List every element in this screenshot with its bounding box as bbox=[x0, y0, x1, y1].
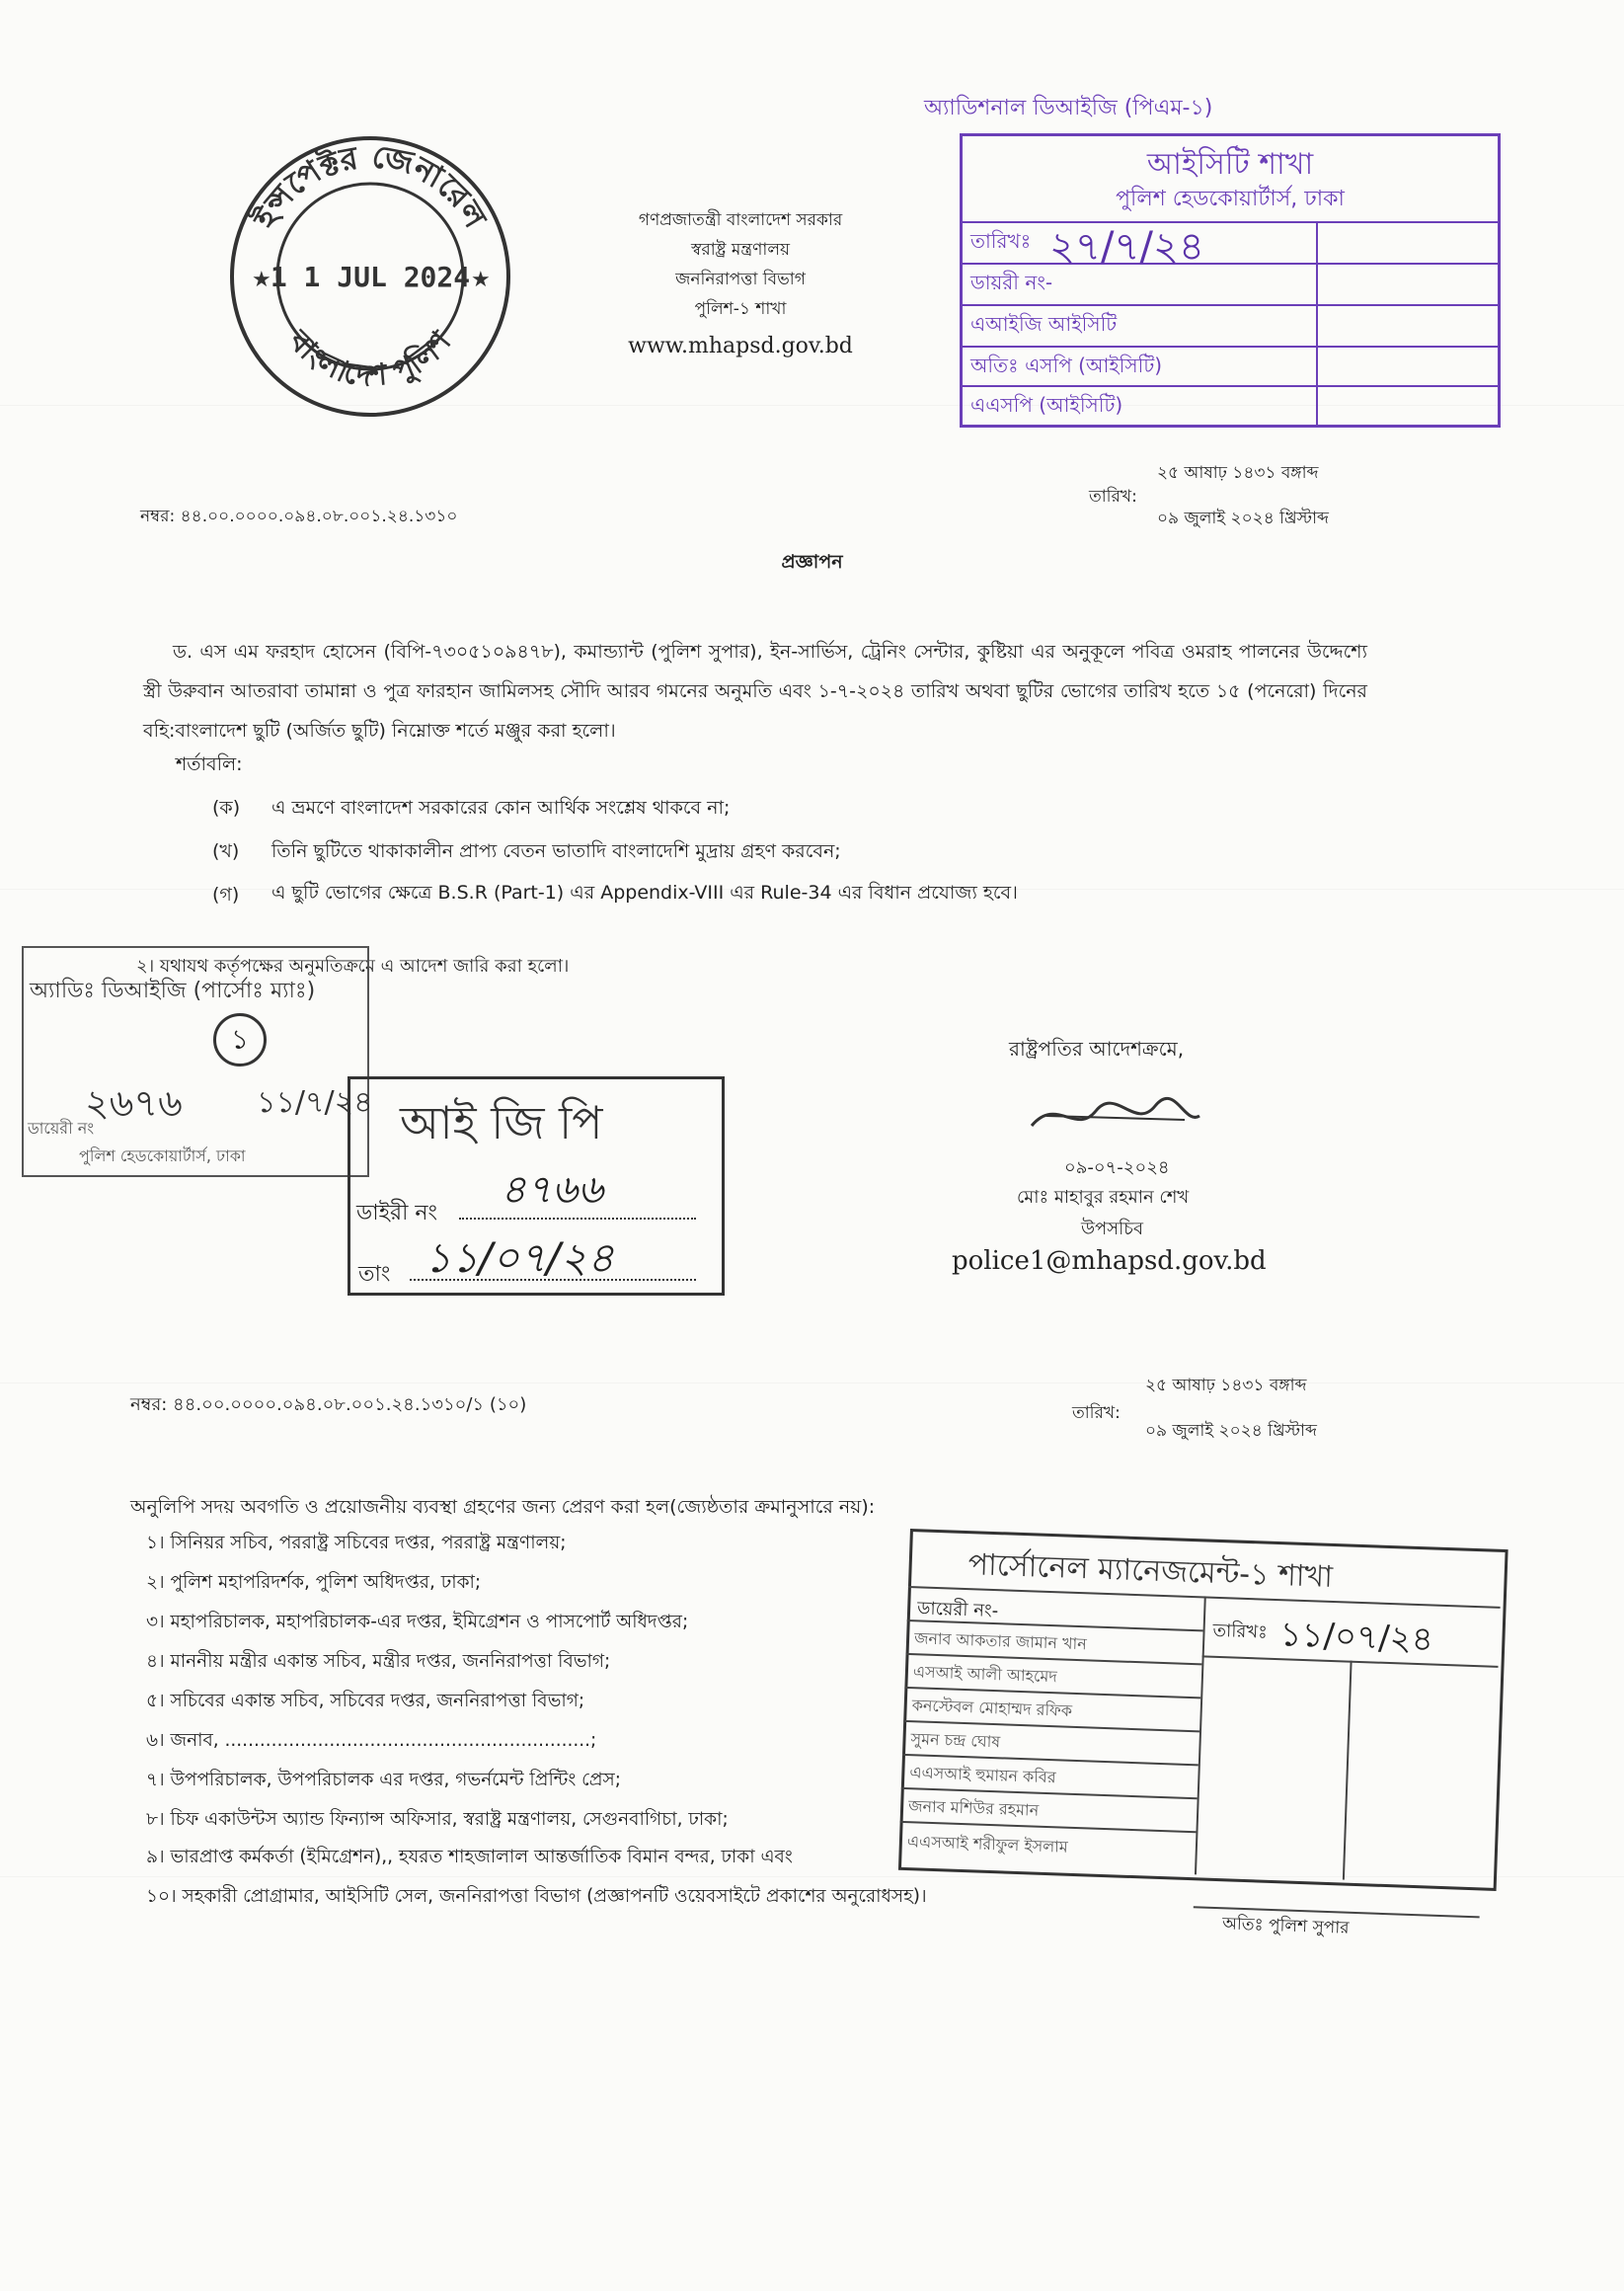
document-title: প্রজ্ঞাপন bbox=[781, 551, 843, 573]
ict-stamp-row-asp: এএসপি (আইসিটি) bbox=[970, 393, 1123, 417]
ict-stamp-title: আইসিটি শাখা bbox=[1146, 147, 1314, 182]
pm-stamp-row-3: কনস্টেবল মোহাম্মদ রফিক bbox=[911, 1696, 1073, 1720]
header-ministry: স্বরাষ্ট্র মন্ত্রণালয় bbox=[691, 240, 790, 260]
by-order-of-president: রাষ্ট্রপতির আদেশক্রমে, bbox=[1009, 1037, 1185, 1061]
signatory-name: মোঃ মাহাবুর রহমান শেখ bbox=[1017, 1187, 1190, 1208]
seal-top-text: ইন্সপেক্টর জেনারেল bbox=[245, 136, 495, 235]
ict-stamp-row-addl-sp: অতিঃ এসপি (আইসিটি) bbox=[970, 354, 1163, 377]
pm-stamp-row-1: জনাব আকতার জামান খান bbox=[913, 1628, 1088, 1654]
pm-stamp-row-2: এসআই আলী আহমেদ bbox=[912, 1662, 1058, 1687]
ict-stamp-row-aig: এআইজি আইসিটি bbox=[970, 312, 1118, 336]
ict-stamp-date-value: ২৭/৭/২৪ bbox=[1049, 224, 1204, 270]
copy-intro: অনুলিপি সদয় অবগতি ও প্রয়োজনীয় ব্যবস্থা গ্রহণের জন্য প্রেরণ করা হল(জ্যেষ্ঠতার ক্রমানুসারে নয়): bbox=[130, 1496, 876, 1518]
memo-date-label: তারিখ: bbox=[1089, 487, 1137, 507]
seal-date: 1 1 JUL 2024 bbox=[270, 261, 471, 293]
adig-stamp-diary-label: ডায়েরী নং bbox=[28, 1119, 95, 1138]
conditions-label: শর্তাবলি: bbox=[176, 753, 243, 775]
condition-marker-kha: (খ) bbox=[212, 840, 240, 862]
memo-date-bangla: ২৫ আষাঢ় ১৪৩১ বঙ্গাব্দ bbox=[1157, 463, 1319, 483]
copy-recipient-7: ৭। উপপরিচালক, উপপরিচালক এর দপ্তর, গভর্নমেন্ট প্রিন্টিং প্রেস; bbox=[146, 1770, 621, 1790]
svg-text:বাংলাদেশ পুলিশ bbox=[281, 324, 459, 394]
svg-text:ইন্সপেক্টর জেনারেল bbox=[246, 137, 496, 236]
memo-copy-date-label: তারিখ: bbox=[1072, 1403, 1121, 1423]
pm-stamp-row-6: জনাব মশিউর রহমান bbox=[907, 1796, 1040, 1820]
adig-stamp-date-value: ১১/৭/২৪ bbox=[257, 1085, 373, 1120]
additional-dig-stamp bbox=[22, 946, 373, 1177]
condition-marker-ga: (গ) bbox=[212, 884, 240, 906]
copy-recipient-9: ৯। ভারপ্রাপ্ত কর্মকর্তা (ইমিগ্রেশন),, হযরত শাহজালাল আন্তর্জাতিক বিমান বন্দর, ঢাকা এবং bbox=[146, 1847, 793, 1867]
memo-copy-number: নম্বর: ৪৪.০০.০০০০.০৯৪.০৮.০০১.২৪.১৩১০/১ (১০) bbox=[130, 1394, 527, 1415]
adig-stamp-circled-number: ১ bbox=[213, 1013, 267, 1066]
seal-bottom-text: বাংলাদেশ পুলিশ bbox=[281, 324, 459, 394]
svg-text:★: ★ bbox=[471, 268, 491, 292]
ict-stamp-subtitle: পুলিশ হেডকোয়ার্টার্স, ঢাকা bbox=[1116, 187, 1345, 211]
condition-text-kha: তিনি ছুটিতে থাকাকালীন প্রাপ্য বেতন ভাতাদি বাংলাদেশি মুদ্রায় গ্রহণ করবেন; bbox=[271, 840, 841, 862]
copy-recipient-10: ১০। সহকারী প্রোগ্রামার, আইসিটি সেল, জননিরাপত্তা বিভাগ (প্রজ্ঞাপনটি ওয়েবসাইটে প্রকাশের অনুরোধসহ)। bbox=[146, 1886, 927, 1907]
pm-stamp-row-4: সুমন চন্দ্র ঘোষ bbox=[910, 1729, 1001, 1752]
pm-stamp-footer: অতিঃ পুলিশ সুপার bbox=[1221, 1914, 1350, 1938]
header-division: জননিরাপত্তা বিভাগ bbox=[675, 270, 806, 289]
body-paragraph: ড. এস এম ফরহাদ হোসেন (বিপি-৭৩০৫১০৯৪৭৮), কমান্ড্যান্ট (পুলিশ সুপার), ইন-সার্ভিস, ট্রেনিং সেন্টার, কুষ্টিয়া এর অনুকূলে পবিত্র ওমরাহ পালনের উদ্দেশ্যে স্ত্রী উরুবান আতরাবা তামান্না ও পুত্র ফারহান জামিলসহ সৌদি আরব গমনের অনুমতি এবং ১-৭-২০২৪ তারিখ অথবা ছুটির ভোগের তারিখ হতে ১৫ (পনেরো) দিনের বহি:বাংলাদেশ ছুটি (অর্জিত ছুটি) নিম্নোক্ত শর্তে মঞ্জুর করা হলো। bbox=[143, 641, 1367, 742]
condition-marker-ka: (ক) bbox=[212, 797, 241, 819]
memo-date-english: ০৯ জুলাই ২০২৪ খ্রিস্টাব্দ bbox=[1157, 509, 1329, 528]
ict-stamp-date-label: তারিখঃ bbox=[970, 229, 1032, 253]
pm-stamp-row-5: এএসআই হুমায়ন কবির bbox=[909, 1763, 1056, 1787]
order-line: ২। যথাযথ কর্তৃপক্ষের অনুমতিক্রমে এ আদেশ জারি করা হলো। bbox=[136, 956, 570, 977]
inspector-general-seal bbox=[222, 128, 518, 425]
igp-stamp-date-label: তাং bbox=[358, 1262, 391, 1287]
copy-recipient-6: ৬। জনাব, ...............................................................; bbox=[146, 1730, 597, 1751]
svg-text:★: ★ bbox=[252, 268, 271, 292]
condition-text-ka: এ ভ্রমণে বাংলাদেশ সরকারের কোন আর্থিক সংশ্লেষ থাকবে না; bbox=[271, 797, 731, 819]
signatory-designation: উপসচিব bbox=[1081, 1219, 1144, 1239]
pm-stamp-date-value: ১১/০৭/২৪ bbox=[1278, 1615, 1434, 1660]
pm-stamp-title: পার্সোনেল ম্যানেজমেন্ট-১ শাখা bbox=[967, 1547, 1334, 1595]
adig-stamp-footer: পুলিশ হেডকোয়ার্টার্স, ঢাকা bbox=[79, 1146, 246, 1165]
signature-date: ০৯-০৭-২০২৪ bbox=[1064, 1157, 1170, 1178]
copy-recipient-8: ৮। চিফ একাউন্টস অ্যান্ড ফিন্যান্স অফিসার, স্বরাষ্ট্র মন্ত্রণালয়, সেগুনবাগিচা, ঢাকা; bbox=[146, 1809, 729, 1830]
signatory-email: police1@mhapsd.gov.bd bbox=[952, 1246, 1267, 1276]
ict-branch-stamp bbox=[960, 133, 1501, 428]
copy-recipient-4: ৪। মাননীয় মন্ত্রীর একান্ত সচিব, মন্ত্রীর দপ্তর, জননিরাপত্তা বিভাগ; bbox=[146, 1651, 611, 1672]
header-government: গণপ্রজাতন্ত্রী বাংলাদেশ সরকার bbox=[638, 210, 843, 230]
pm-stamp-diary-label: ডায়েরী নং- bbox=[916, 1598, 999, 1622]
igp-stamp-date-value: ১১/০৭/২৪ bbox=[425, 1233, 614, 1282]
header-website: www.mhapsd.gov.bd bbox=[628, 334, 853, 358]
signature-scribble bbox=[1027, 1086, 1204, 1146]
copy-recipient-3: ৩। মহাপরিচালক, মহাপরিচালক-এর দপ্তর, ইমিগ্রেশন ও পাসপোর্ট অধিদপ্তর; bbox=[146, 1612, 689, 1632]
copy-recipient-5: ৫। সচিবের একান্ত সচিব, সচিবের দপ্তর, জননিরাপত্তা বিভাগ; bbox=[146, 1691, 585, 1711]
copy-recipient-1: ১। সিনিয়র সচিব, পররাষ্ট্র সচিবের দপ্তর, পররাষ্ট্র মন্ত্রণালয়; bbox=[146, 1533, 567, 1553]
copy-recipient-2: ২। পুলিশ মহাপরিদর্শক, পুলিশ অধিদপ্তর, ঢাকা; bbox=[146, 1572, 482, 1593]
adig-stamp-title: অ্যাডিঃ ডিআইজি (পার্সোঃ ম্যাঃ) bbox=[30, 979, 316, 1003]
igp-stamp-title: আই জি পি bbox=[400, 1096, 603, 1149]
adig-stamp-diary-value: ২৬৭৬ bbox=[85, 1081, 183, 1125]
memo-copy-date-bangla: ২৫ আষাঢ় ১৪৩১ বঙ্গাব্দ bbox=[1145, 1376, 1307, 1395]
condition-text-ga: এ ছুটি ভোগের ক্ষেত্রে B.S.R (Part-1) এর Appendix-VIII এর Rule-34 এর বিধান প্রযোজ্য হবে। bbox=[271, 882, 1018, 904]
memo-number: নম্বর: ৪৪.০০.০০০০.০৯৪.০৮.০০১.২৪.১৩১০ bbox=[140, 507, 458, 526]
ict-stamp-diary-label: ডায়রী নং- bbox=[970, 271, 1053, 294]
header-section: পুলিশ-১ শাখা bbox=[694, 299, 787, 319]
pm-stamp-date-label: তারিখঃ bbox=[1212, 1620, 1269, 1643]
personnel-management-stamp bbox=[895, 1529, 1502, 1962]
igp-stamp-diary-value: ৪৭৬৬ bbox=[501, 1167, 603, 1213]
igp-stamp-diary-label: ডাইরী নং bbox=[356, 1201, 438, 1225]
igp-stamp bbox=[348, 1076, 725, 1296]
pm-stamp-row-7: এএসআই শরীফুল ইসলাম bbox=[906, 1832, 1069, 1856]
memo-copy-date-english: ০৯ জুলাই ২০২৪ খ্রিস্টাব্দ bbox=[1145, 1421, 1317, 1441]
ict-stamp-above: অ্যাডিশনাল ডিআইজি (পিএম-১) bbox=[924, 96, 1213, 120]
